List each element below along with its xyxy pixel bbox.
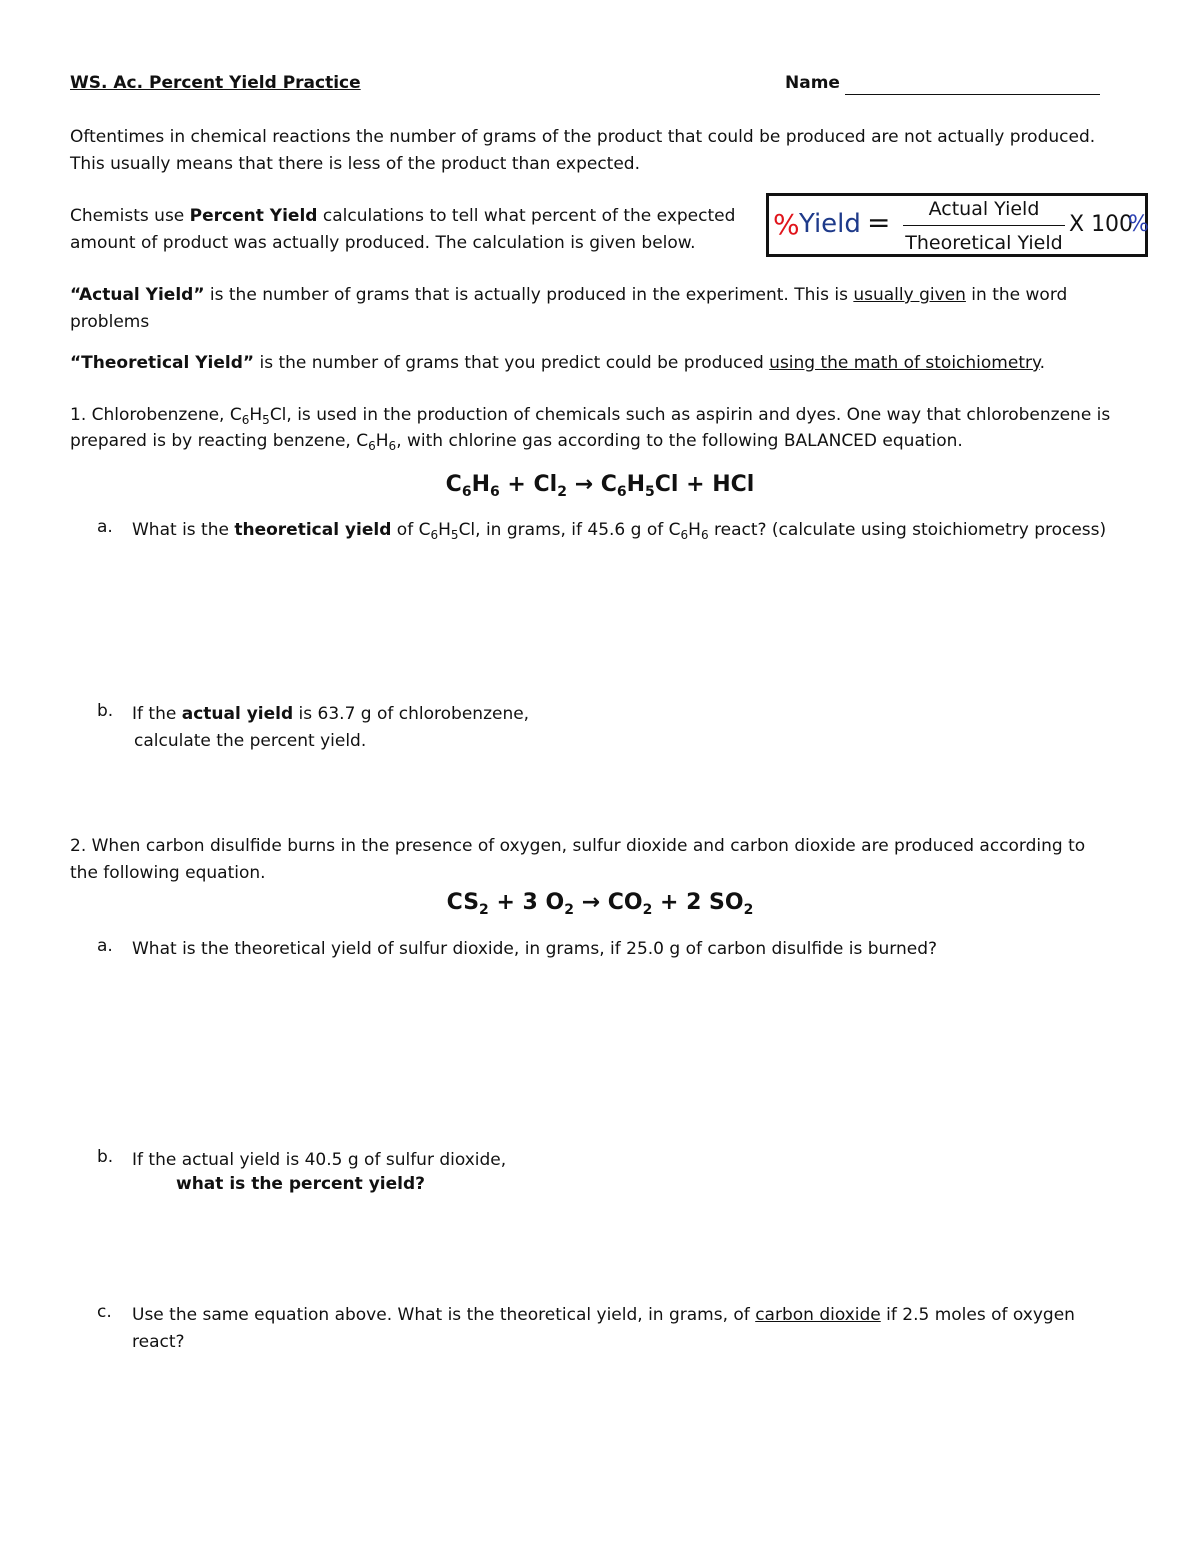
- text: Cl, is used in the production of chemicals such as aspirin and dyes. One way that chlorobenzene is: [269, 405, 1111, 425]
- text: CS: [446, 890, 480, 915]
- percent-yield-term: Percent Yield: [189, 206, 318, 226]
- intro-line-2: This usually means that there is less of the product than expected.: [70, 154, 640, 174]
- text: → CO: [573, 890, 643, 915]
- text: Cl, in grams, if 45.6 g of C: [458, 520, 681, 540]
- text: react? (calculate using stoichiometry process): [708, 520, 1107, 540]
- text: calculations to tell what percent of the expected: [317, 206, 736, 226]
- yield-label: Yield: [799, 209, 861, 239]
- percent-yield-formula-box: [766, 193, 1148, 257]
- actual-yield-definition-line-2: problems: [70, 312, 150, 332]
- name-label: Name: [785, 73, 840, 93]
- q1b-label: b.: [97, 701, 114, 721]
- q2c-question: [132, 1302, 1075, 1328]
- subscript: 6: [368, 439, 376, 453]
- q1b-line-2: calculate the percent yield.: [134, 731, 367, 751]
- text: Use the same equation above. What is the theoretical yield, in grams, of: [132, 1305, 756, 1325]
- subscript: 6: [461, 484, 472, 500]
- subscript: 2: [564, 902, 574, 918]
- q2-line-2: the following equation.: [70, 863, 266, 883]
- subscript: 2: [479, 902, 489, 918]
- subscript: 2: [557, 484, 567, 500]
- text: .: [1039, 353, 1046, 373]
- text: prepared is by reacting benzene, C: [70, 431, 369, 451]
- text: + 2 SO: [652, 890, 744, 915]
- text: 1. Chlorobenzene, C: [70, 405, 242, 425]
- text: H: [626, 472, 646, 497]
- q2a-question: What is the theoretical yield of sulfur dioxide, in grams, if 25.0 g of carbon disulfide is burned?: [132, 939, 938, 959]
- subscript: 6: [388, 439, 397, 453]
- subscript: 6: [241, 413, 250, 427]
- subscript: 5: [645, 484, 655, 500]
- subscript: 6: [700, 528, 709, 542]
- theoretical-yield-term: “Theoretical Yield”: [70, 353, 255, 373]
- text: is the number of grams that you predict could be produced: [254, 353, 770, 373]
- q2b-line-2: what is the percent yield?: [176, 1174, 425, 1194]
- q2-equation: [0, 890, 1200, 918]
- subscript: 5: [450, 528, 459, 542]
- text: actual yield: [181, 704, 294, 724]
- intro-p2-line-2: amount of product was actually produced. The calculation is given below.: [70, 233, 696, 253]
- text: theoretical yield: [234, 520, 392, 540]
- q1-balanced-equation: [0, 472, 1200, 500]
- text: H: [375, 431, 389, 451]
- carbon-dioxide-underlined: carbon dioxide: [755, 1305, 881, 1325]
- name-blank-line[interactable]: [845, 94, 1100, 95]
- text: is 63.7 g of chlorobenzene,: [293, 704, 530, 724]
- q2a-label: a.: [97, 936, 113, 956]
- stoichiometry-underlined: using the math of stoichiometry: [769, 353, 1040, 373]
- q2b-question: If the actual yield is 40.5 g of sulfur dioxide,: [132, 1150, 507, 1170]
- text: H: [471, 472, 490, 497]
- percent-symbol: %: [773, 208, 800, 241]
- theoretical-yield-definition: [70, 350, 1045, 376]
- times-100: X 100: [1069, 212, 1134, 237]
- subscript: 6: [616, 484, 627, 500]
- intro-p2-line-1: [70, 203, 735, 229]
- actual-yield-definition: [70, 282, 1067, 308]
- text: What is the: [132, 520, 235, 540]
- text: + 3 O: [488, 890, 565, 915]
- text: → C: [566, 472, 617, 497]
- intro-line-1: Oftentimes in chemical reactions the number of grams of the product that could be produced are not actually produced.: [70, 127, 1096, 147]
- q2c-line-2: react?: [132, 1332, 185, 1352]
- text: C: [445, 472, 462, 497]
- text: Chemists use: [70, 206, 190, 226]
- subscript: 6: [430, 528, 439, 542]
- subscript: 6: [490, 484, 500, 500]
- q2b-label: b.: [97, 1147, 114, 1167]
- subscript: 2: [642, 902, 653, 918]
- q1a-question: [132, 517, 1106, 543]
- fraction-bar: [903, 225, 1065, 226]
- formula-numerator: Actual Yield: [928, 198, 1040, 220]
- percent-symbol-2: %: [1128, 212, 1149, 237]
- text: of C: [391, 520, 431, 540]
- subscript: 2: [743, 902, 754, 918]
- equals-sign: =: [867, 206, 891, 239]
- q1b-question: [132, 701, 529, 727]
- actual-yield-term: “Actual Yield”: [70, 285, 205, 305]
- text: Cl + HCl: [654, 472, 755, 497]
- formula-denominator: Theoretical Yield: [905, 232, 1063, 254]
- text: , with chlorine gas according to the following BALANCED equation.: [396, 431, 963, 451]
- q2-line-1: 2. When carbon disulfide burns in the presence of oxygen, sulfur dioxide and carbon dioxide are produced according to: [70, 836, 1086, 856]
- text: + Cl: [499, 472, 558, 497]
- text: H: [438, 520, 451, 540]
- text: is the number of grams that is actually produced in the experiment. This is: [204, 285, 854, 305]
- text: if 2.5 moles of oxygen: [880, 1305, 1075, 1325]
- worksheet-title: WS. Ac. Percent Yield Practice: [70, 73, 361, 93]
- text: H: [688, 520, 701, 540]
- subscript: 6: [680, 528, 689, 542]
- text: If the: [132, 704, 182, 724]
- text: in the word: [965, 285, 1068, 305]
- subscript: 5: [262, 413, 270, 427]
- q2c-label: c.: [97, 1302, 112, 1322]
- q1-line-2: [70, 428, 963, 454]
- q1a-label: a.: [97, 517, 113, 537]
- text: H: [249, 405, 263, 425]
- q1-line-1: [70, 402, 1110, 428]
- usually-given-underlined: usually given: [853, 285, 966, 305]
